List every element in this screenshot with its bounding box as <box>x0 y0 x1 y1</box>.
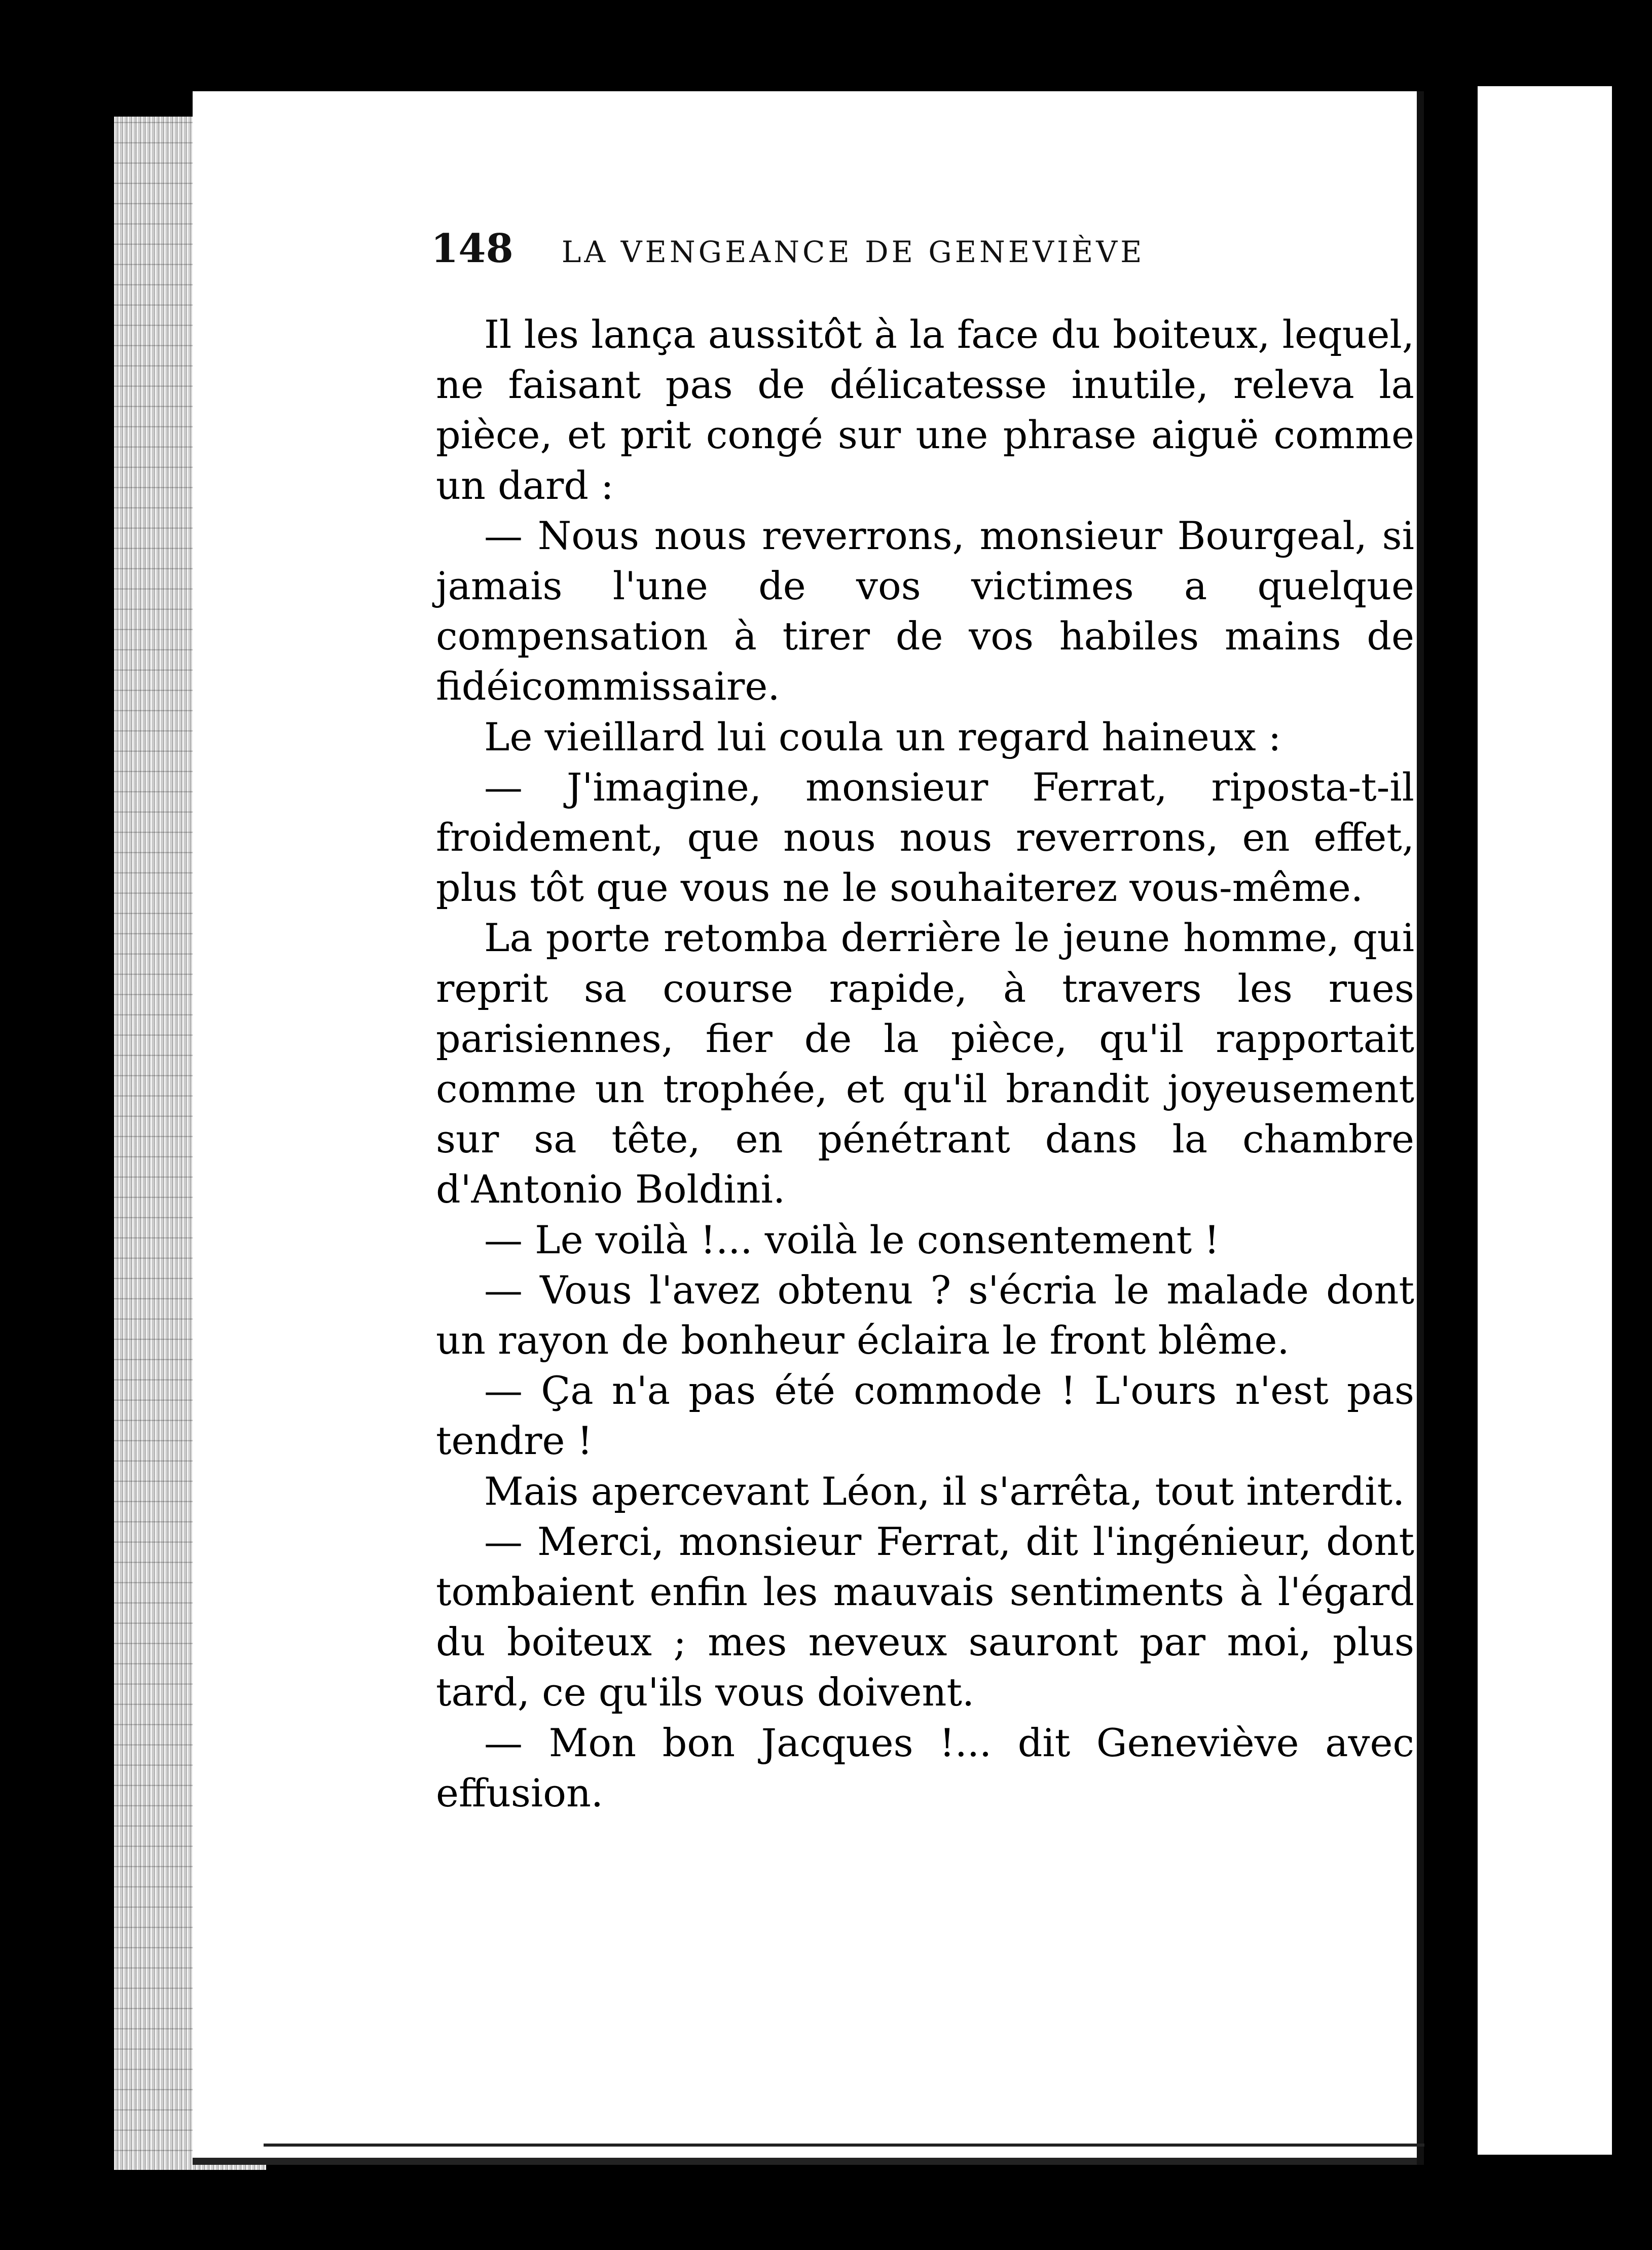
running-title: LA VENGEANCE DE GENEVIÈVE <box>561 235 1145 269</box>
paragraph: — Ça n'a pas été commode ! L'ours n'est pas tendre ! <box>436 1368 1414 1464</box>
body-text <box>436 309 1414 1818</box>
paragraph: La porte retomba derrière le jeune homme, qui reprit sa course rapide, à travers les rues parisiennes, fier de la pièce, qu'il rapportait comme un trophée, et qu'il brandit joyeusement sur sa tête, en pénétrant dans la chambre d'Antonio Boldini. <box>436 915 1414 1212</box>
paragraph: Le vieillard lui coula un regard haineux : <box>484 714 1281 759</box>
paragraph: — Nous nous reverrons, monsieur Bourgeal, si jamais l'une de vos victimes a quelque compensation à tirer de vos habiles mains de fidéicommissaire. <box>436 513 1414 709</box>
page-number: 148 <box>431 226 513 272</box>
running-header <box>431 226 1394 281</box>
paragraph: Il les lança aussitôt à la face du boiteux, lequel, ne faisant pas de délicatesse inutile, releva la pièce, et prit congé sur une phrase aiguë comme un dard : <box>436 312 1414 508</box>
paragraph: — Vous l'avez obtenu ? s'écria le malade dont un rayon de bonheur éclaira le front blême. <box>436 1267 1414 1363</box>
next-page-edge <box>1478 86 1612 2155</box>
paragraph: — Merci, monsieur Ferrat, dit l'ingénieur, dont tombaient enfin les mauvais sentiments à l'égard du boiteux ; mes neveux sauront par moi, plus tard, ce qu'ils vous doivent. <box>436 1518 1414 1715</box>
paragraph: — Mon bon Jacques !... dit Geneviève avec effusion. <box>436 1720 1414 1816</box>
paragraph: Mais apercevant Léon, il s'arrêta, tout interdit. <box>484 1468 1405 1514</box>
paragraph: — Le voilà !... voilà le consentement ! <box>484 1217 1220 1262</box>
paragraph: — J'imagine, monsieur Ferrat, riposta-t-il froidement, que nous nous reverrons, en effet, plus tôt que vous ne le souhaiterez vous-même. <box>436 764 1414 911</box>
page-bottom-edge <box>264 2144 1424 2147</box>
